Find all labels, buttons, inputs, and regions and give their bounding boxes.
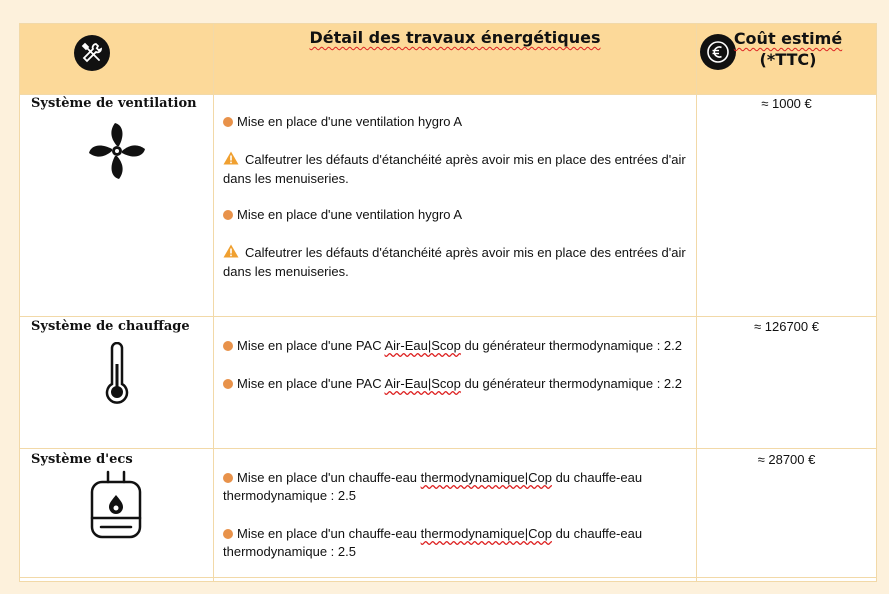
- row-items-heating: [223, 337, 693, 393]
- row-items-ventilation: [223, 113, 693, 281]
- bullet-dot: [223, 117, 233, 127]
- bullet-dot: [223, 529, 233, 539]
- list-item: Calfeutrer les défauts d'étanchéité après avoir mis en place des entrées d'air dans les menuiseries.: [223, 245, 686, 279]
- row-label-ecs: Système d'ecs: [31, 452, 133, 467]
- cost-heating: ≈ 126700 €: [754, 319, 819, 334]
- warning-icon: [223, 244, 239, 263]
- list-item: Mise en place d'une ventilation hygro A: [223, 113, 693, 131]
- thermometer-icon: [102, 342, 132, 411]
- fan-icon: [87, 121, 147, 186]
- works-table: [19, 23, 877, 582]
- water-heater-icon: [89, 470, 143, 545]
- list-item: Mise en place d'une ventilation hygro A: [223, 206, 693, 224]
- bullet-dot: [223, 473, 233, 483]
- list-item: Mise en place d'un chauffe-eau thermodynamique|Cop du chauffe-eau thermodynamique : 2.5: [223, 526, 643, 559]
- list-item: Mise en place d'une PAC Air-Eau|Scop du générateur thermodynamique : 2.2: [223, 375, 693, 393]
- list-item: Mise en place d'un chauffe-eau thermodynamique|Cop du chauffe-eau thermodynamique : 2.5: [223, 470, 643, 503]
- page-title: Détail des travaux énergétiques: [309, 28, 601, 47]
- row-label-heating: Système de chauffage: [31, 319, 190, 334]
- cost-ecs: ≈ 28700 €: [757, 452, 816, 467]
- warning-icon: [223, 151, 239, 170]
- bullet-dot: [223, 210, 233, 220]
- list-item: Mise en place d'une PAC Air-Eau|Scop du générateur thermodynamique : 2.2: [223, 337, 693, 355]
- bullet-dot: [223, 379, 233, 389]
- cost-ventilation: ≈ 1000 €: [761, 96, 812, 111]
- table-header: [20, 24, 876, 94]
- cost-header: Coût estimé (*TTC): [733, 29, 843, 69]
- row-items-ecs: [223, 469, 693, 561]
- row-label-ventilation: Système de ventilation: [31, 96, 197, 111]
- tools-icon: [74, 35, 110, 71]
- list-item: Calfeutrer les défauts d'étanchéité après avoir mis en place des entrées d'air dans les menuiseries.: [223, 152, 686, 186]
- bullet-dot: [223, 341, 233, 351]
